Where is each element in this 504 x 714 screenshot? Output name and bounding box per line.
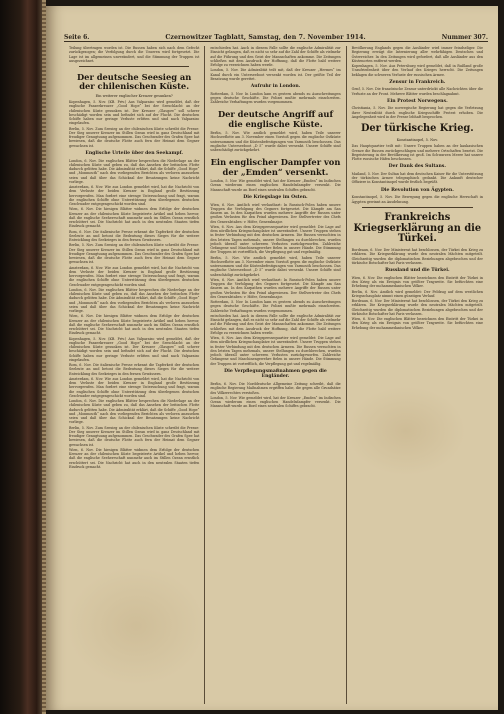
paragraph: Amsterdam, 6. Nov. Wie aus London gemeldet wird, hat die Nachricht von dem Verluste der beiden Kreuzer in England große Bestürzung hervorgerufen. Man fordert eine strenge Untersuchung und fragt, warum die englischen Schiffe ohne Unterstützung dem überlegenen deutschen Geschwader entgegengeschickt worden sind.: [69, 376, 200, 398]
dateline: Konstantinopel, 5. Nov.: [396, 137, 438, 142]
paragraph: London, 5. Nov. Wie gemeldet wird, hat der Kreuzer „Emden“ im Indischen Ozean wiederum einen englischen Handelsdampfer versenkt. Die Mannschaft wurde an Bord eines neutralen Schiffes gebracht.: [210, 179, 341, 192]
paragraph: Rom, 6. Nov. Die italienische Presse erkennt die Tapferkeit der deutschen Seeleute an und betont die Bedeutung dieses Sieges für die weitere Entwicklung des Seekrieges in den fernen Gewässern.: [69, 363, 200, 376]
column-2: [205, 46, 346, 704]
paragraph: Bordeaux, 6. Nov. Der Ministerrat hat beschlossen, der Türkei den Krieg zu erklären. Die Kriegserklärung wurde den neutralen Mächten mitgeteilt. Gleichzeitig wurden die diplomatischen Beziehungen abgebrochen und der türkische Botschafter hat Paris verlassen.: [351, 248, 483, 265]
paragraph: Christiania, 5. Nov. Die norwegische Regierung hat gegen die Verletzung ihrer Neutralität durch englische Kriegsschiffe Protest erhoben. Die Angelegenheit wird in der Presse lebhaft besprochen.: [351, 106, 483, 119]
newspaper-page: [46, 6, 498, 710]
paragraph: London, 5. Nov. Die Admiralität teilt mit, daß der Kreuzer „Hermes“ im Kanal durch ein Unterseeboot versenkt worden ist. Der größte Teil der Besatzung wurde gerettet.: [210, 68, 341, 81]
paragraph: Wien, 6. Nov. Amtlich wird verlautbart: In Russisch-Polen haben unsere Truppen die Verfolgung des Gegners fortgesetzt. Die Kämpfe am San dauern an. In den Karpathen wurden mehrere Angriffe der Russen unter großen Verlusten für den Feind abgewiesen. Der Stellvertreter des Chefs des Generalstabes: v. Höfer, Generalmajor.: [210, 277, 341, 299]
paragraph: Kopenhagen, 5. Nov. (KB. Priv.) Aus Valparaiso wird gemeldet, daß der englische Panzerkreuzer „Good Hope“ bei der Seeschlacht an der chilenischen Küste gesunken ist. Der Kreuzer „Glasgow“ soll schwer beschädigt worden sein und befindet sich auf der Flucht. Die deutschen Schiffe haben nur geringe Verluste erlitten und sind nach Valparaiso eingelaufen.: [69, 336, 200, 362]
book-binding: [0, 0, 46, 714]
paragraph: Konstantinopel, 5. Nov. Die Bewegung gegen die englische Herrschaft in Ägypten gewinnt an Ausdehnung.: [351, 195, 483, 204]
paragraph: Rotterdam, 5. Nov. In London kam es gestern abends zu Ausschreitungen gegen deutsche Geschäfte. Die Polizei mußte mehrmals einschreiten. Zahlreiche Verhaftungen wurden vorgenommen.: [210, 91, 341, 105]
paragraph: Berlin, 5. Nov. Zum Seesieg an der chilenischen Küste schreibt die Presse: Der Sieg unserer Kreuzer im Stillen Ozean wird in ganz Deutschland mit freudiger Genugtuung aufgenommen. Das Geschwader des Grafen Spee hat bewiesen, daß die deutsche Flotte auch fern der Heimat dem Gegner gewachsen ist.: [69, 126, 200, 148]
paragraph: Wien, 6. Nov. Die hiesigen Blätter widmen dem Erfolge der deutschen Kreuzer an der chilenischen Küste begeisterte Artikel und heben hervor, daß die englische Seeherrschaft nunmehr auch im Stillen Ozean ernstlich erschüttert sei. Die Nachricht hat auch in den neutralen Staaten tiefen Eindruck gemacht.: [69, 314, 200, 336]
column-1: [64, 46, 205, 704]
paragraph: London, 6. Nov. Die englischen Blätter besprechen die Niederlage an der chilenischen Küste und geben zu, daß das Ansehen der britischen Flotte dadurch gelitten habe. Die Admiralität erklärt, daß die Schiffe „Good Hope“ und „Monmouth“ nach den vorliegenden Berichten als verloren anzusehen seien und daß über das Schicksal der Besatzungen keine Nachricht vorliege.: [69, 287, 200, 314]
paragraph: Rom, 6. Nov. Die italienische Presse erkennt die Tapferkeit der deutschen Seeleute an und betont die Bedeutung dieses Sieges für die weitere Entwicklung des Seekrieges in den fernen Gewässern.: [69, 229, 200, 243]
text-columns: [64, 46, 488, 704]
paragraph: Berlin, 5. Nov. Wie amtlich gemeldet wird, haben Teile unserer Hochseeflotte am 3. November einen Vorstoß gegen die englische Ostküste unternommen und die Küstenbefestigungen von Yarmouth beschossen. Das englische Unterseeboot „D 5“ wurde dabei versenkt. Unsere Schiffe sind unbeschädigt zurückgekehrt.: [210, 131, 341, 153]
paragraph: London, 6. Nov. Die englischen Blätter besprechen die Niederlage an der chilenischen Küste und geben zu, daß das Ansehen der britischen Flotte dadurch gelitten habe. Die Admiralität erklärt, daß die Schiffe „Good Hope“ und „Monmouth“ nach den vorliegenden Berichten als verloren anzusehen seien und daß über das Schicksal der Besatzungen keine Nachricht vorliege.: [69, 158, 200, 184]
paragraph: Wien, 6. Nov. Die hiesigen Blätter widmen dem Erfolge der deutschen Kreuzer an der chilenischen Küste begeisterte Artikel und heben hervor, daß die englische Seeherrschaft nunmehr auch im Stillen Ozean ernstlich erschüttert sei. Die Nachricht hat auch in den neutralen Staaten tiefen Eindruck gemacht.: [69, 447, 200, 469]
paragraph: Wien, 6. Nov. Die englischen Blätter bezeichnen den Eintritt der Türkei in den Krieg als ein Ereignis von größter Tragweite. Sie befürchten eine Erhebung der mohammedanischen Völker.: [351, 275, 483, 289]
paragraph: Amsterdam, 6. Nov. Wie aus London gemeldet wird, hat die Nachricht von dem Verluste der beiden Kreuzer in England große Bestürzung hervorgerufen. Man fordert eine strenge Untersuchung und fragt, warum die englischen Schiffe ohne Unterstützung dem überlegenen deutschen Geschwader entgegengeschickt worden sind.: [69, 185, 200, 207]
paragraph: Kopenhagen, 5. Nov. Aus Petersburg wird gemeldet, daß in Rußland große Unzufriedenheit über den Verlauf des Krieges herrscht. Die Zeitungen beklagen die schweren Verluste der russischen Armee.: [351, 64, 483, 77]
paragraph: Bevölkerung Englands gegen die Ausländer wird immer feindseliger. Die Regierung erwägt die Internierung aller wehrfähigen Deutschen und Österreicher. In den Zeitungen wird gefordert, daß alle Ausländer aus den Küstenorten entfernt werden.: [351, 46, 483, 63]
subheadline: Ein weiterer englischer Kreuzer gesunken?: [95, 93, 173, 98]
section-heading: Aufruhr in London.: [250, 84, 301, 89]
paragraph: Berlin, 6. Nov. Die Norddeutsche Allgemeine Zeitung schreibt, daß die englische Regierung Maßnahmen ergriffen habe, die gegen alle Grundsätze des Völkerrechtes verstoßen.: [210, 382, 341, 395]
section-heading: Die Revolution von Ägypten.: [380, 187, 454, 193]
headline-frankreich: Frankreichs Kriegserklärung an die Türkei.: [353, 211, 482, 245]
paragraph: Wien, 6. Nov. Aus dem Kriegspressequartier wird gemeldet: Die Lage auf dem nördlichen Kriegsschauplatze ist unverändert. Unsere Truppen stehen in fester Verbindung mit den deutschen Armeen. Die Russen versuchten in den letzten Tagen mehrmals, unsere Stellungen zu durchbrechen, wurden jedoch überall unter schweren Verlusten zurückgeworfen. Zahlreiche Gefangene und Maschinengewehre fielen in unsere Hände. Die Stimmung der Truppen ist vortrefflich, die Verpflegung gut und regelmäßig.: [210, 224, 341, 255]
paragraph: Mailand, 5. Nov. Der Sultan hat dem deutschen Kaiser für die Unterstützung der türkischen Armee telegraphisch gedankt. Die Ankunft deutscher Offiziere in Konstantinopel wurde festlich begrüßt.: [351, 171, 483, 185]
paragraph: Das Hauptquartier teilt mit: Unsere Truppen haben an der kaukasischen Grenze die Russen zurückgeschlagen und mehrere Ortschaften besetzt. Die Begeisterung in der Bevölkerung ist groß. Im Schwarzen Meere hat unsere Flotte russische Häfen beschossen.: [351, 144, 483, 162]
paragraph: Teilung übertragen worden ist. Die Russen haben sich nach dem Gefecht zurückgezogen; die Verfolgung durch die Unseren wird fortgesetzt. Die Lage ist im allgemeinen unverändert, und die Stimmung der Truppen ist ausgezeichnet.: [69, 46, 200, 63]
paragraph: Berlin, 5. Nov. Zum Seesieg an der chilenischen Küste schreibt die Presse: Der Sieg unserer Kreuzer im Stillen Ozean wird in ganz Deutschland mit freudiger Genugtuung aufgenommen. Das Geschwader des Grafen Spee hat bewiesen, daß die deutsche Flotte auch fern der Heimat dem Gegner gewachsen ist.: [69, 243, 200, 265]
headline-emden: Ein englischer Dampfer von der „Emden“ versenkt.: [210, 157, 341, 177]
paragraph: Berlin, 5. Nov. Zum Seesieg an der chilenischen Küste schreibt die Presse: Der Sieg unserer Kreuzer im Stillen Ozean wird in ganz Deutschland mit freudiger Genugtuung aufgenommen. Das Geschwader des Grafen Spee hat bewiesen, daß die deutsche Flotte auch fern der Heimat dem Gegner gewachsen ist.: [69, 425, 200, 447]
paragraph: entschieden hat. Auch in diesem Falle sollte die englische Admiralität zur Einsicht gelangen, daß es nicht so sehr auf die Zahl der Schiffe als vielmehr auf die Führung und den Geist der Mannschaften ankomme. Die Zeitungen schließen mit dem Ausdruck der Hoffnung, daß die Flotte bald weitere Erfolge zu verzeichnen haben werde.: [210, 313, 341, 335]
section-heading: Englische Urteile über den Seekampf.: [85, 150, 183, 156]
section-heading: Die Kriegslage im Osten.: [243, 194, 308, 200]
column-3: [347, 46, 488, 704]
paragraph: Amsterdam, 6. Nov. Wie aus London gemeldet wird, hat die Nachricht von dem Verluste der beiden Kreuzer in England große Bestürzung hervorgerufen. Man fordert eine strenge Untersuchung und fragt, warum die englischen Schiffe ohne Unterstützung dem überlegenen deutschen Geschwader entgegengeschickt worden sind.: [69, 265, 200, 287]
divider: [79, 66, 189, 67]
divider: [362, 207, 473, 208]
page-number: Seite 6.: [64, 34, 90, 41]
paragraph: Bordeaux, 6. Nov. Der Ministerrat hat beschlossen, der Türkei den Krieg zu erklären. Die Kriegserklärung wurde den neutralen Mächten mitgeteilt. Gleichzeitig wurden die diplomatischen Beziehungen abgebrochen und der türkische Botschafter hat Paris verlassen.: [351, 299, 483, 316]
paragraph: entschieden hat. Auch in diesem Falle sollte die englische Admiralität zur Einsicht gelangen, daß es nicht so sehr auf die Zahl der Schiffe als vielmehr auf die Führung und den Geist der Mannschaften ankomme. Die Zeitungen schließen mit dem Ausdruck der Hoffnung, daß die Flotte bald weitere Erfolge zu verzeichnen haben werde.: [210, 46, 341, 67]
headline-tuerkei: Der türkische Krieg.: [360, 123, 474, 135]
paragraph: Berlin, 5. Nov. Wie amtlich gemeldet wird, haben Teile unserer Hochseeflotte am 3. November einen Vorstoß gegen die englische Ostküste unternommen und die Küstenbefestigungen von Yarmouth beschossen. Das englische Unterseeboot „D 5“ wurde dabei versenkt. Unsere Schiffe sind unbeschädigt zurückgekehrt.: [210, 255, 341, 277]
paragraph: London, 5. Nov. Wie gemeldet wird, hat der Kreuzer „Emden“ im Indischen Ozean wiederum einen englischen Handelsdampfer versenkt. Die Mannschaft wurde an Bord eines neutralen Schiffes gebracht.: [210, 395, 341, 409]
issue-number: Nummer 307.: [441, 34, 488, 41]
paragraph: Genf, 5. Nov. Die französische Zensur unterdrückt alle Nachrichten über die Verluste an der Front. Mehrere Blätter wurden beschlagnahmt.: [351, 87, 483, 96]
headline-angriff: Der deutsche Angriff auf die englische Küste.: [217, 109, 334, 129]
page-header: [64, 28, 488, 42]
section-heading: Die Verpflegungsmaßnahmen gegen die Engländer.: [224, 368, 327, 380]
masthead-line: Czernowitzer Tagblatt, Samstag, den 7. November 1914.: [165, 34, 366, 41]
paragraph: Wien, 6. Nov. Die englischen Blätter bezeichnen den Eintritt der Türkei in den Krieg als ein Ereignis von größter Tragweite. Sie befürchten eine Erhebung der mohammedanischen Völker.: [351, 317, 483, 330]
section-heading: Zensur in Frankreich.: [389, 79, 446, 85]
headline-seesieg: Der deutsche Seesieg an der chilenischen Küste.: [76, 72, 192, 92]
section-heading: Der Dank des Sultans.: [388, 164, 446, 170]
paragraph: Rotterdam, 5. Nov. In London kam es gestern abends zu Ausschreitungen gegen deutsche Geschäfte. Die Polizei mußte mehrmals einschreiten. Zahlreiche Verhaftungen wurden vorgenommen.: [210, 300, 341, 313]
paragraph: London, 6. Nov. Die englischen Blätter besprechen die Niederlage an der chilenischen Küste und geben zu, daß das Ansehen der britischen Flotte dadurch gelitten habe. Die Admiralität erklärt, daß die Schiffe „Good Hope“ und „Monmouth“ nach den vorliegenden Berichten als verloren anzusehen seien und daß über das Schicksal der Besatzungen keine Nachricht vorliege.: [69, 399, 200, 425]
paragraph: Wien, 6. Nov. Amtlich wird verlautbart: In Russisch-Polen haben unsere Truppen die Verfolgung des Gegners fortgesetzt. Die Kämpfe am San dauern an. In den Karpathen wurden mehrere Angriffe der Russen unter großen Verlusten für den Feind abgewiesen. Der Stellvertreter des Chefs des Generalstabes: v. Höfer, Generalmajor.: [210, 202, 341, 224]
paragraph: Berlin, 6. Nov. Amtlich wird gemeldet: Der Feldzug auf dem westlichen Kriegsschauplatz nimmt einen günstigen Verlauf.: [351, 289, 483, 298]
section-heading: Russland und die Türkei.: [385, 268, 450, 274]
paragraph: Wien, 6. Nov. Die hiesigen Blätter widmen dem Erfolge der deutschen Kreuzer an der chilenischen Küste begeisterte Artikel und heben hervor, daß die englische Seeherrschaft nunmehr auch im Stillen Ozean ernstlich erschüttert sei. Die Nachricht hat auch in den neutralen Staaten tiefen Eindruck gemacht.: [69, 207, 200, 229]
section-heading: Ein Protest Norwegens.: [386, 98, 448, 104]
paragraph: Wien, 6. Nov. Aus dem Kriegspressequartier wird gemeldet: Die Lage auf dem nördlichen Kriegsschauplatze ist unverändert. Unsere Truppen stehen in fester Verbindung mit den deutschen Armeen. Die Russen versuchten in den letzten Tagen mehrmals, unsere Stellungen zu durchbrechen, wurden jedoch überall unter schweren Verlusten zurückgeworfen. Zahlreiche Gefangene und Maschinengewehre fielen in unsere Hände. Die Stimmung der Truppen ist vortrefflich, die Verpflegung gut und regelmäßig.: [210, 336, 341, 366]
paragraph: Kopenhagen, 5. Nov. (KB. Priv.) Aus Valparaiso wird gemeldet, daß der englische Panzerkreuzer „Good Hope“ bei der Seeschlacht an der chilenischen Küste gesunken ist. Der Kreuzer „Glasgow“ soll schwer beschädigt worden sein und befindet sich auf der Flucht. Die deutschen Schiffe haben nur geringe Verluste erlitten und sind nach Valparaiso eingelaufen.: [69, 100, 200, 126]
